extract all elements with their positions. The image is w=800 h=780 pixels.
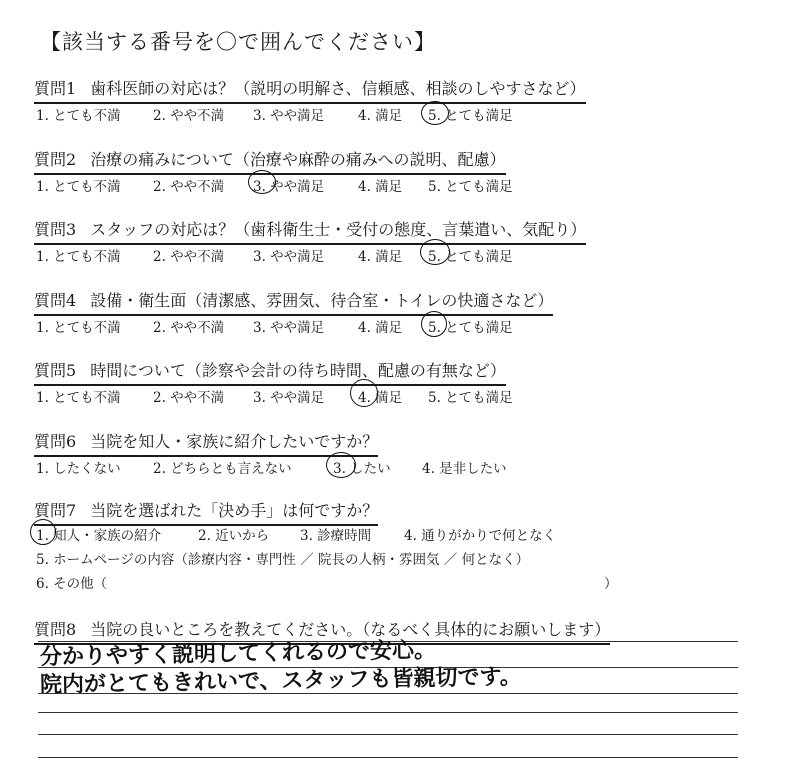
q5-answer-circle [350,379,378,407]
question-8-number: 質問8 [34,620,77,639]
answer-line [38,693,738,694]
question-1 [34,76,586,104]
q5-option-5[interactable]: 5. とても満足 [428,390,513,406]
q2-answer-circle [248,170,276,194]
q3-answer-circle [420,239,450,265]
q1-option-3[interactable]: 3. やや満足 [253,108,325,124]
q7-option-2[interactable]: 2. 近いから [198,528,270,544]
q4-option-1[interactable]: 1. とても不満 [36,320,121,336]
q4-answer-circle [421,311,447,337]
q2-option-3[interactable]: 3. やや満足 [253,179,325,195]
q5-option-4[interactable]: 4. 満足 [358,390,403,406]
q7-option-3[interactable]: 3. 診療時間 [300,528,372,544]
question-1-text: 歯科医師の対応は？（説明の明解さ、信頼感、相談のしやすさなど） [90,79,586,98]
q7-option-6-label: 6. その他（ [36,576,108,592]
question-2 [34,147,506,175]
q7-option-6-close: ） [604,576,618,592]
q3-option-2[interactable]: 2. やや不満 [153,249,225,265]
q1-option-5[interactable]: 5. とても満足 [428,108,513,124]
question-1-number: 質問1 [34,79,77,98]
question-2-number: 質問2 [34,150,77,169]
question-3 [34,217,586,245]
question-4-text: 設備・衛生面（清潔感、雰囲気、待合室・トイレの快適さなど） [90,291,554,310]
q3-option-1[interactable]: 1. とても不満 [36,249,121,265]
question-5-text: 時間について（診察や会計の待ち時間、配慮の有無など） [90,361,506,380]
q5-option-2[interactable]: 2. やや不満 [153,390,225,406]
q6-option-4[interactable]: 4. 是非したい [422,461,507,477]
q1-option-2[interactable]: 2. やや不満 [153,108,225,124]
q4-option-5[interactable]: 5. とても満足 [428,320,513,336]
q4-option-4[interactable]: 4. 満足 [358,320,403,336]
q2-option-1[interactable]: 1. とても不満 [36,179,121,195]
answer-line [38,734,738,735]
q7-option-4[interactable]: 4. 通りがかりで何となく [404,528,557,544]
question-6-text: 当院を知人・家族に紹介したいですか？ [90,432,379,451]
question-2-text: 治療の痛みについて（治療や麻酔の痛みへの説明、配慮） [90,150,506,169]
question-4-number: 質問4 [34,291,77,310]
q1-answer-circle [421,101,449,125]
q2-option-5[interactable]: 5. とても満足 [428,179,513,195]
q6-option-2[interactable]: 2. どちらとも言えない [153,461,292,477]
q2-option-4[interactable]: 4. 満足 [358,179,403,195]
q4-option-2[interactable]: 2. やや不満 [153,320,225,336]
q7-option-6[interactable] [36,572,618,592]
answer-line [38,757,738,758]
question-5-number: 質問5 [34,361,77,380]
q3-option-3[interactable]: 3. やや満足 [253,249,325,265]
question-6-number: 質問6 [34,432,77,451]
answer-line [38,712,738,713]
question-4 [34,288,553,316]
q7-option-5[interactable]: 5. ホームページの内容（診療内容・専門性 ／ 院長の人柄・雰囲気 ／ 何となく） [36,552,530,568]
q7-option-1[interactable]: 1. 知人・家族の紹介 [36,528,162,544]
question-6 [34,429,378,457]
handwritten-answer-2: 院内がとてもきれいで、スタッフも皆親切です。 [39,664,522,698]
q4-option-3[interactable]: 3. やや満足 [253,320,325,336]
q7-answer-circle [30,519,56,545]
q5-option-3[interactable]: 3. やや満足 [253,390,325,406]
question-7-number: 質問7 [34,501,77,520]
q1-option-1[interactable]: 1. とても不満 [36,108,121,124]
question-3-text: スタッフの対応は？（歯科衛生士・受付の態度、言葉遣い、気配り） [90,220,587,239]
question-8-text: 当院の良いところを教えてください。（なるべく具体的にお願いします） [90,620,611,639]
q3-option-5[interactable]: 5. とても満足 [428,249,513,265]
q6-answer-circle [326,452,356,478]
instruction-header: 【該当する番号を〇で囲んでください】 [40,30,436,54]
q3-option-4[interactable]: 4. 満足 [358,249,403,265]
question-7-text: 当院を選ばれた「決め手」は何ですか？ [90,501,379,520]
question-5 [34,358,506,386]
question-3-number: 質問3 [34,220,77,239]
q1-option-4[interactable]: 4. 満足 [358,108,403,124]
q6-option-1[interactable]: 1. したくない [36,461,121,477]
question-7 [34,498,378,526]
q2-option-2[interactable]: 2. やや不満 [153,179,225,195]
handwritten-answer-1: 分かりやすく説明してくれるので安心。 [39,638,437,670]
q6-option-3[interactable]: 3. したい [333,461,391,477]
q5-option-1[interactable]: 1. とても不満 [36,390,121,406]
